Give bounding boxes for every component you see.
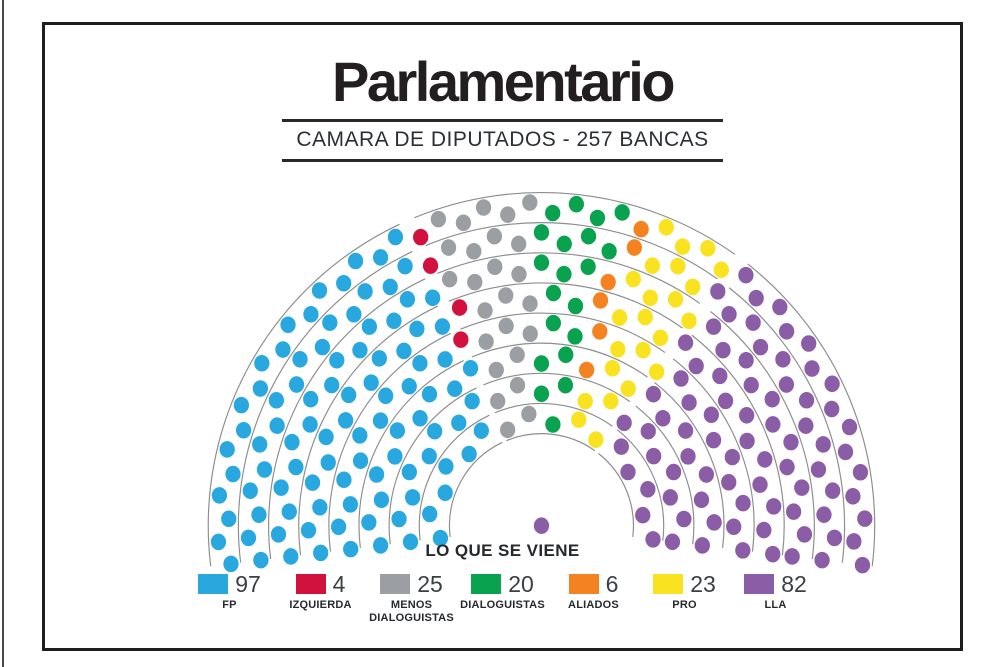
seat-menos-dialoguistas (521, 406, 536, 423)
seat-lla (620, 464, 635, 481)
seat-menos-dialoguistas (466, 243, 481, 260)
seat-lla (775, 351, 790, 368)
legend-swatch-fp (198, 574, 228, 594)
seat-fp (252, 436, 267, 453)
seat-lla (635, 507, 650, 524)
seat-fp (288, 459, 303, 476)
seat-pro (621, 380, 636, 397)
seat-fp (289, 376, 304, 393)
seat-fp (329, 352, 344, 369)
seat-menos-dialoguistas (477, 302, 492, 319)
seat-pro (588, 431, 603, 448)
seat-fp (451, 415, 466, 432)
seat-menos-dialoguistas (522, 295, 537, 312)
legend-swatch-pro (653, 574, 683, 594)
seat-fp (251, 506, 266, 523)
seat-lla (801, 335, 816, 352)
seat-lla (794, 479, 809, 496)
seat-menos-dialoguistas (476, 199, 491, 216)
infographic-card (42, 22, 963, 651)
seat-fp (357, 283, 372, 300)
seat-fp (412, 355, 427, 372)
seat-menos-dialoguistas (511, 236, 526, 253)
seat-aliados (592, 323, 607, 340)
seat-lla (752, 476, 767, 493)
seat-fp (346, 306, 361, 323)
seat-fp (397, 258, 412, 275)
seat-fp (322, 314, 337, 331)
seat-lla (757, 451, 772, 468)
legend-label-line: DIALOGUISTAS (460, 599, 545, 611)
seat-fp (269, 392, 284, 409)
seat-fp (282, 503, 297, 520)
legend-swatch-row (198, 570, 261, 597)
seat-lla (766, 498, 781, 515)
legend-seats-pro: 23 (690, 570, 716, 597)
seat-pro (612, 309, 627, 326)
seat-fp (343, 496, 358, 513)
seat-fp (253, 380, 268, 397)
seat-dialoguistas (581, 228, 596, 245)
legend-item-lla (735, 570, 817, 612)
seat-pro (714, 261, 729, 278)
seat-lla (853, 464, 868, 481)
seat-dialoguistas (558, 377, 573, 394)
seat-dialoguistas (534, 386, 549, 403)
seat-lla (799, 392, 814, 409)
seat-lla (646, 448, 661, 465)
legend-label-line: PRO (672, 599, 697, 611)
legend-item-izquierda (280, 570, 362, 612)
seat-fp (378, 388, 393, 405)
legend-swatch-menos-dialoguistas (380, 574, 410, 594)
seat-fp (336, 472, 351, 489)
seat-lla (655, 410, 670, 427)
seat-pro (649, 363, 664, 380)
seat-fp (386, 312, 401, 329)
legend-item-dialoguistas (460, 570, 545, 612)
seat-fp (348, 253, 363, 270)
seat-lla (738, 267, 753, 284)
seat-pro (670, 258, 685, 275)
seat-lla (721, 474, 736, 491)
seat-fp (274, 479, 289, 496)
seat-menos-dialoguistas (498, 287, 513, 304)
seat-fp (390, 422, 405, 439)
seat-lla (640, 481, 655, 498)
seat-dialoguistas (545, 416, 560, 433)
legend-seats-fp: 97 (235, 570, 261, 597)
legend-label-menos-dialoguistas (369, 599, 454, 625)
legend-item-menos-dialoguistas (369, 570, 454, 625)
seat-dialoguistas (580, 258, 595, 275)
seat-menos-dialoguistas (431, 211, 446, 228)
legend-item-aliados (553, 570, 635, 612)
seat-lla (694, 492, 709, 509)
legend-label-line: IZQUIERDA (289, 599, 352, 611)
seat-fp (422, 506, 437, 523)
seat-dialoguistas (558, 346, 573, 363)
seat-lla (816, 506, 831, 523)
row-arc (506, 434, 595, 451)
seat-fp (254, 355, 269, 372)
legend-seats-aliados: 6 (605, 570, 619, 597)
seat-dialoguistas (567, 328, 582, 345)
seat-menos-dialoguistas (441, 239, 456, 256)
seat-fp (284, 434, 299, 451)
seat-dialoguistas (545, 205, 560, 222)
seat-lla (726, 518, 741, 535)
seat-izquierda (413, 229, 428, 246)
seat-lla (753, 339, 768, 356)
seat-fp (447, 380, 462, 397)
seat-pro (653, 330, 668, 347)
seat-fp (257, 461, 272, 478)
legend-label-pro (672, 599, 696, 612)
seat-lla (678, 422, 693, 439)
legend-label-dialoguistas (460, 599, 545, 612)
legend-swatch-row (744, 570, 807, 597)
seat-fp (474, 422, 489, 439)
seat-lla (845, 488, 860, 505)
seat-lla (676, 511, 691, 528)
seat-fp (387, 448, 402, 465)
seat-pro (685, 279, 700, 296)
seat-lla (715, 342, 730, 359)
seat-pro (645, 257, 660, 274)
seat-lla (756, 522, 771, 539)
seat-fp (438, 458, 453, 475)
seat-menos-dialoguistas (442, 271, 457, 288)
seat-lla (825, 482, 840, 499)
seat-fp (212, 487, 227, 504)
seat-fp (388, 229, 403, 246)
seat-lla (824, 376, 839, 393)
seat-fp (275, 341, 290, 358)
seat-menos-dialoguistas (510, 346, 525, 363)
seat-dialoguistas (590, 210, 605, 227)
legend-seats-dialoguistas: 20 (508, 570, 534, 597)
seat-dialoguistas (534, 224, 549, 241)
seat-fp (435, 318, 450, 335)
seat-lla (745, 314, 760, 331)
legend-label-line: LLA (764, 599, 787, 611)
seat-fp (236, 422, 251, 439)
seat-pro (626, 271, 641, 288)
legend-item-fp (189, 570, 271, 612)
seat-fp (361, 514, 376, 531)
seat-fp (324, 377, 339, 394)
seat-lla (765, 416, 780, 433)
legend-swatch-row (471, 570, 534, 597)
legend (45, 570, 960, 625)
seat-lla (689, 358, 704, 375)
seat-lla (816, 436, 831, 453)
seat-lla (779, 323, 794, 340)
seat-fp (438, 485, 453, 502)
seat-lla (617, 415, 632, 432)
seat-fp (463, 360, 478, 377)
seat-fp (225, 466, 240, 483)
seat-dialoguistas (601, 243, 616, 260)
seat-fp (321, 454, 336, 471)
seat-pro (681, 312, 696, 329)
seat-menos-dialoguistas (522, 194, 537, 211)
legend-swatch-dialoguistas (471, 574, 501, 594)
seat-dialoguistas (546, 285, 561, 302)
seat-lla (779, 376, 794, 393)
seat-fp (400, 291, 415, 308)
seat-dialoguistas (615, 204, 630, 221)
seat-fp (303, 306, 318, 323)
seat-lla (739, 433, 754, 450)
seat-fp (422, 448, 437, 465)
seat-pro (668, 291, 683, 308)
page-edge-line (2, 0, 4, 667)
legend-swatch-lla (744, 574, 774, 594)
seat-lla (739, 407, 754, 424)
seat-lla (721, 306, 736, 323)
legend-swatch-aliados (569, 574, 599, 594)
seat-lla (765, 391, 780, 408)
seat-fp (464, 393, 479, 410)
seat-pro (643, 290, 658, 307)
seat-lla (824, 401, 839, 418)
seat-lla (641, 423, 656, 440)
seat-pro (578, 393, 593, 410)
legend-seats-izquierda: 4 (332, 570, 346, 597)
seat-lla (706, 432, 721, 449)
legend-swatch-izquierda (296, 574, 326, 594)
seat-lla (772, 299, 787, 316)
seat-lla (804, 360, 819, 377)
seat-aliados (634, 221, 649, 238)
seat-fp (318, 429, 333, 446)
seat-pro (605, 360, 620, 377)
seat-fp (312, 499, 327, 516)
seat-pro (603, 393, 618, 410)
seat-fp (383, 279, 398, 296)
seat-pro (675, 238, 690, 255)
legend-swatch-row (380, 570, 443, 597)
seat-fp (402, 378, 417, 395)
seat-fp (373, 412, 388, 429)
legend-seats-menos-dialoguistas: 25 (417, 570, 443, 597)
seat-pro (700, 240, 715, 257)
seat-fp (362, 318, 377, 335)
legend-item-pro (644, 570, 726, 612)
seat-fp (269, 417, 284, 434)
seat-lla (798, 417, 813, 434)
seat-fp (391, 511, 406, 528)
seat-fp (292, 351, 307, 368)
legend-label-line: FP (222, 599, 237, 611)
seat-lla (666, 464, 681, 481)
seat-pro (610, 341, 625, 358)
seat-izquierda (423, 257, 438, 274)
seat-lla (749, 290, 764, 307)
seat-menos-dialoguistas (500, 206, 515, 223)
seat-fp (462, 446, 477, 463)
legend-label-aliados (568, 599, 619, 612)
seat-lla (706, 318, 721, 335)
chart-title: Parlamentario (332, 50, 673, 113)
legend-swatch-row (296, 570, 346, 597)
seat-menos-dialoguistas (487, 258, 502, 275)
seat-aliados (593, 292, 608, 309)
seat-lla (663, 489, 678, 506)
legend-seats-lla: 82 (781, 570, 807, 597)
seat-fp (221, 511, 236, 528)
seat-fp (396, 343, 411, 360)
seat-lla (718, 393, 733, 410)
seat-fp (427, 423, 442, 440)
seat-lla (857, 510, 872, 527)
seat-fp (302, 416, 317, 433)
seat-lla (842, 419, 857, 436)
seat-izquierda (452, 299, 467, 316)
seat-fp (409, 321, 424, 338)
row-arc (748, 264, 875, 566)
legend-label-line: DIALOGUISTAS (369, 612, 454, 625)
legend-label-fp (222, 599, 236, 612)
seat-fp (315, 339, 330, 356)
seat-lla (710, 283, 725, 300)
seat-fp (305, 474, 320, 491)
seat-fp (422, 386, 437, 403)
seat-lla (681, 394, 696, 411)
seat-fp (372, 350, 387, 367)
seat-fp (412, 410, 427, 427)
seat-fp (352, 427, 367, 444)
seat-lla (704, 407, 719, 424)
seat-dialoguistas (534, 254, 549, 271)
seat-fp (374, 492, 389, 509)
legend-label-line: MENOS (390, 599, 433, 611)
seat-fp (301, 522, 316, 539)
seat-lla (706, 514, 721, 531)
seat-lla (725, 449, 740, 466)
chart-caption: LO QUE SE VIENE (425, 541, 580, 560)
seat-dialoguistas (557, 236, 572, 253)
seat-lla (712, 368, 727, 385)
seat-menos-dialoguistas (478, 333, 493, 350)
seat-lla (673, 370, 688, 387)
seat-lla (678, 334, 693, 351)
seat-fp (364, 374, 379, 391)
seat-lla (680, 448, 695, 465)
seat-fp (402, 464, 417, 481)
legend-label-izquierda (289, 599, 351, 612)
seat-fp (280, 316, 295, 333)
legend-label-line: ALIADOS (568, 599, 619, 611)
seat-fp (341, 387, 356, 404)
seat-fp (220, 441, 235, 458)
seat-menos-dialoguistas (499, 318, 514, 335)
seat-fp (425, 290, 440, 307)
seat-fp (331, 518, 346, 535)
seat-izquierda (453, 331, 468, 348)
seat-menos-dialoguistas (490, 393, 505, 410)
seat-fp (234, 397, 249, 414)
seat-menos-dialoguistas (523, 325, 538, 342)
seat-fp (437, 351, 452, 368)
seat-lla (783, 434, 798, 451)
seat-menos-dialoguistas (500, 421, 515, 438)
seat-pro (636, 342, 651, 359)
seat-lla (779, 459, 794, 476)
seat-fp (369, 466, 384, 483)
seat-fp (352, 342, 367, 359)
seat-lla (786, 503, 801, 520)
seat-aliados (601, 274, 616, 291)
seat-aliados (627, 239, 642, 256)
seat-pro (638, 309, 653, 326)
legend-label-lla (765, 599, 787, 612)
seat-center-lla (534, 517, 549, 534)
seat-menos-dialoguistas (510, 377, 525, 394)
seat-fp (405, 489, 420, 506)
seat-menos-dialoguistas (467, 274, 482, 291)
seat-dialoguistas (556, 266, 571, 283)
seat-lla (699, 466, 714, 483)
seat-lla (646, 386, 661, 403)
seat-dialoguistas (546, 315, 561, 332)
seat-lla (744, 377, 759, 394)
seat-lla (811, 461, 826, 478)
chart-subtitle: CAMARA DE DIPUTADOS - 257 BANCAS (282, 119, 722, 162)
seat-pro (571, 411, 586, 428)
seat-fp (336, 275, 351, 292)
seat-fp (373, 249, 388, 266)
seat-fp (312, 282, 327, 299)
seat-menos-dialoguistas (511, 266, 526, 283)
seat-fp (243, 482, 258, 499)
seat-dialoguistas (534, 355, 549, 372)
seat-lla (738, 352, 753, 369)
seat-menos-dialoguistas (489, 362, 504, 379)
seat-lla (838, 444, 853, 461)
seat-lla (614, 438, 629, 455)
seat-menos-dialoguistas (456, 214, 471, 231)
seat-fp (303, 391, 318, 408)
legend-swatch-row (653, 570, 716, 597)
seat-menos-dialoguistas (487, 228, 502, 245)
seat-fp (353, 452, 368, 469)
seat-dialoguistas (569, 196, 584, 213)
legend-swatch-row (569, 570, 619, 597)
seat-lla (735, 495, 750, 512)
seat-dialoguistas (568, 298, 583, 315)
seat-pro (659, 219, 674, 236)
seat-aliados (579, 362, 594, 379)
seat-fp (338, 412, 353, 429)
